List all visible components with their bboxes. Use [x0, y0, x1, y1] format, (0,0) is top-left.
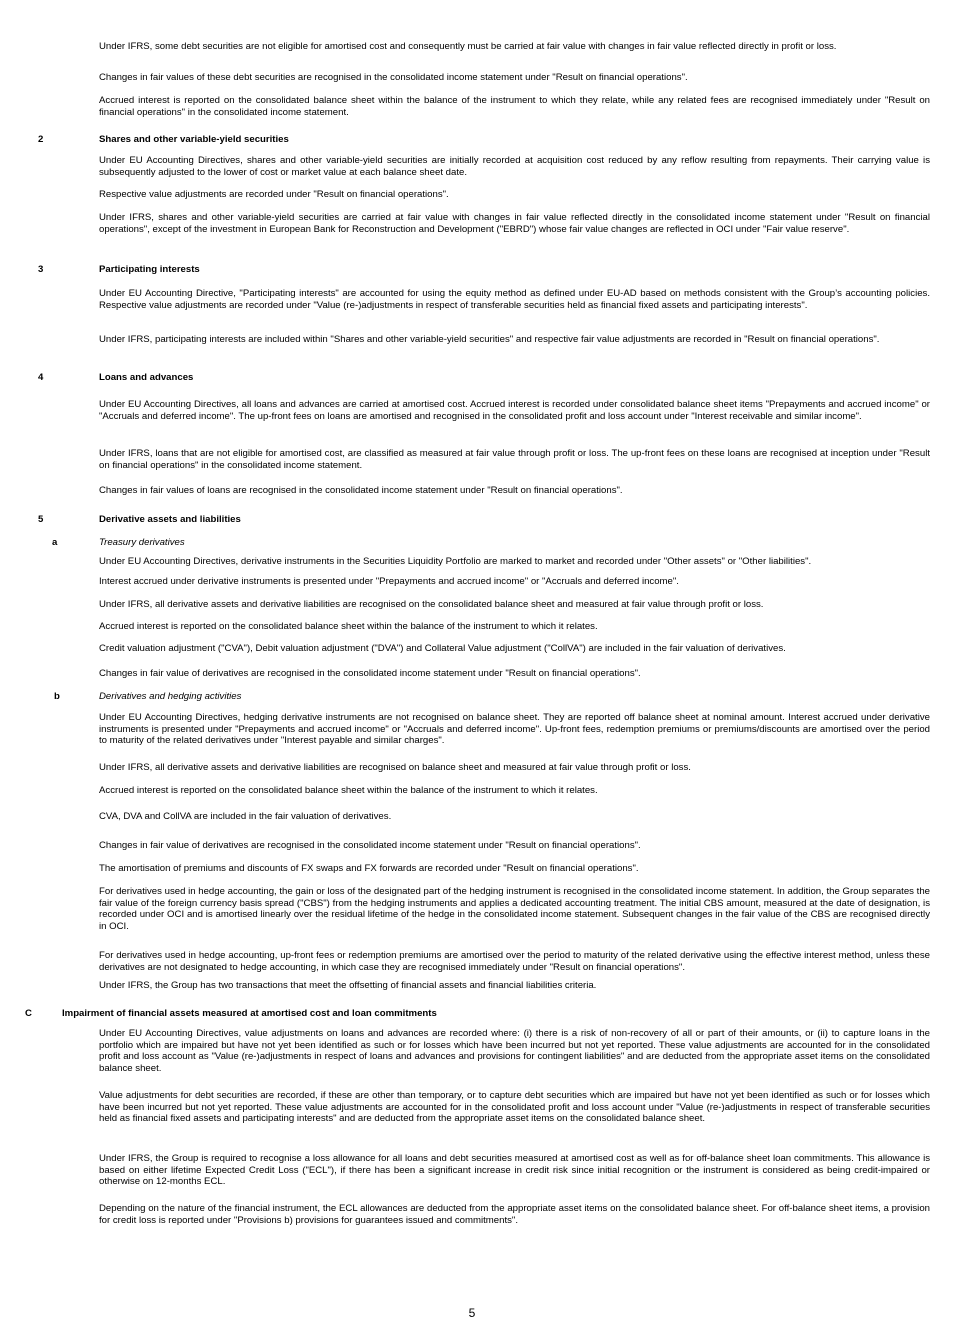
- paragraph: Under EU Accounting Directive, "Participating interests" are accounted for using the equity method as defined under EU-AD based on methods consistent with the Group’s accounting policies. Respective value adjustments are recorded under "Value (re-)adjustments in respect of transferable securities held as financial fixed assets and participating interests".: [99, 288, 930, 311]
- paragraph: Changes in fair values of these debt securities are recognised in the consolidated income statement under "Result on financial operations".: [99, 72, 688, 83]
- paragraph: For derivatives used in hedge accounting, up-front fees or redemption premiums are amortised over the period to maturity of the related derivative using the effective interest method, unless these derivatives are not designated to hedge accounting, in which case they are recognised immediately under "Result on financial operations".: [99, 950, 930, 973]
- subsection-letter: a: [52, 537, 58, 548]
- paragraph: Under EU Accounting Directives, hedging derivative instruments are not recognised on balance sheet. They are reported off balance sheet at nominal amount. Interest accrued under derivative instruments is presented under "Prepayments and accrued income" or "Accruals and deferred income". Up-front fees, redemption premiums or premiums/discounts are amortised over the period to maturity of the related derivatives under "Interest payable and similar charges".: [99, 712, 930, 747]
- section-number: 2: [38, 134, 44, 145]
- section-heading: Impairment of financial assets measured at amortised cost and loan commitments: [62, 1008, 437, 1019]
- paragraph: Under EU Accounting Directives, shares and other variable-yield securities are initially recorded at acquisition cost reduced by any reflow resulting from repayments. Their carrying value is subsequently adjusted to the lower of cost or market value at each balance sheet date.: [99, 155, 930, 178]
- paragraph: Accrued interest is reported on the consolidated balance sheet within the balance of the instrument to which it relates.: [99, 621, 598, 632]
- paragraph: Credit valuation adjustment ("CVA"), Debit valuation adjustment ("DVA") and Collateral Value adjustment ("CollVA") are included in the fair valuation of derivatives.: [99, 643, 786, 654]
- paragraph: Changes in fair values of loans are recognised in the consolidated income statement under "Result on financial operations".: [99, 485, 623, 496]
- paragraph: Under IFRS, loans that are not eligible for amortised cost, are classified as measured at fair value through profit or loss. The up-front fees on these loans are recognised at inception under "Result on financial operations" in the consolidated income statement.: [99, 448, 930, 471]
- subsection-letter: b: [54, 691, 60, 702]
- subsection-heading: Treasury derivatives: [99, 537, 185, 548]
- paragraph: Under IFRS, all derivative assets and derivative liabilities are recognised on balance sheet and measured at fair value through profit or loss.: [99, 762, 691, 773]
- section-heading: Participating interests: [99, 264, 200, 275]
- section-heading: Loans and advances: [99, 372, 194, 383]
- paragraph: Under EU Accounting Directives, derivative instruments in the Securities Liquidity Portfolio are marked to market and recorded under "Other assets" or "Other liabilities".: [99, 556, 812, 567]
- section-heading: Derivative assets and liabilities: [99, 514, 241, 525]
- paragraph: For derivatives used in hedge accounting, the gain or loss of the designated part of the hedging instrument is recognised in the consolidated income statement. In addition, the Group separates the fair value of the foreign currency basis spread ("CBS") from the hedging instruments and applies a dedicated accounting treatment. The initial CBS amount, measured at the date of designation, is recorded under OCI and is amortised linearly over the residual lifetime of the hedge in the consolidated income statement. Subsequent changes in the fair value of the CBS are recognised directly in OCI.: [99, 886, 930, 932]
- subsection-heading: Derivatives and hedging activities: [99, 691, 242, 702]
- paragraph: Accrued interest is reported on the consolidated balance sheet within the balance of the instrument to which they relate, while any related fees are recognised immediately under "Result on financial operations" in the consolidated income statement.: [99, 95, 930, 118]
- paragraph: Under EU Accounting Directives, all loans and advances are carried at amortised cost. Accrued interest is recorded under consolidated balance sheet items "Prepayments and accrued income" or "Accruals and deferred income". The up-front fees on loans are amortised and recognised in the consolidated profit and loss account under "Interest receivable and similar income".: [99, 399, 930, 422]
- section-number: 3: [38, 264, 44, 275]
- paragraph: Under IFRS, the Group is required to recognise a loss allowance for all loans and debt securities measured at amortised cost as well as for off-balance sheet loan commitments. This allowance is based on either lifetime Expected Credit Loss ("ECL"), if there has been a significant increase in credit risk since initial recognition or the instrument is considered as being credit-impaired or otherwise on 12-months ECL.: [99, 1153, 930, 1188]
- paragraph: Under IFRS, shares and other variable-yield securities are carried at fair value with changes in fair value reflected directly in the consolidated income statement under "Result on financial operations", except of the investment in European Bank for Reconstruction and Development ("EBRD") whose fair value changes are reflected in OCI under "Fair value reserve".: [99, 212, 930, 235]
- paragraph: Under EU Accounting Directives, value adjustments on loans and advances are recorded where: (i) there is a risk of non-recovery of all or part of their amounts, or (ii) to capture loans in the portfolio which are impaired but have not yet been identified as such or for losses which have been incurred but not yet reported. These value adjustments are accounted for in the consolidated profit and loss account as "Value (re-)adjustments in respect of loans and advances and provisions for contingent liabilities" and are deducted from the appropriate asset items on the consolidated balance sheet.: [99, 1028, 930, 1074]
- paragraph: Changes in fair value of derivatives are recognised in the consolidated income statement under "Result on financial operations".: [99, 668, 641, 679]
- page-number: 5: [468, 1306, 476, 1320]
- section-number: 4: [38, 372, 44, 383]
- paragraph: Value adjustments for debt securities are recorded, if these are other than temporary, or to capture debt securities which are impaired but have not yet been identified as such or for losses which have been incurred but not yet reported. These value adjustments are accounted for in the consolidated profit and loss account under "Value (re-)adjustments in respect of transferable securities held as financial fixed assets and participating interests" and are deducted from the appropriate asset items on the consolidated balance sheet.: [99, 1090, 930, 1125]
- section-number: 5: [38, 514, 44, 525]
- paragraph: Changes in fair value of derivatives are recognised in the consolidated income statement under "Result on financial operations".: [99, 840, 641, 851]
- paragraph: Accrued interest is reported on the consolidated balance sheet within the balance of the instrument to which it relates.: [99, 785, 598, 796]
- paragraph: Respective value adjustments are recorded under "Result on financial operations".: [99, 189, 449, 200]
- paragraph: Under IFRS, some debt securities are not eligible for amortised cost and consequently must be carried at fair value with changes in fair value reflected directly in profit or loss.: [99, 41, 837, 52]
- paragraph: The amortisation of premiums and discounts of FX swaps and FX forwards are recorded under "Result on financial operations".: [99, 863, 639, 874]
- section-number: C: [25, 1008, 32, 1019]
- paragraph: Under IFRS, participating interests are included within "Shares and other variable-yield securities" and respective fair value adjustments are recorded in "Result on financial operations".: [99, 334, 880, 345]
- paragraph: Under IFRS, all derivative assets and derivative liabilities are recognised on the consolidated balance sheet and measured at fair value through profit or loss.: [99, 599, 764, 610]
- paragraph: CVA, DVA and CollVA are included in the fair valuation of derivatives.: [99, 811, 392, 822]
- paragraph: Depending on the nature of the financial instrument, the ECL allowances are deducted from the appropriate asset items on the consolidated balance sheet. For off-balance sheet items, a provision for credit loss is reported under "Provisions b) provisions for guarantees issued and commitments".: [99, 1203, 930, 1226]
- paragraph: Interest accrued under derivative instruments is presented under "Prepayments and accrued income" or "Accruals and deferred income".: [99, 576, 679, 587]
- section-heading: Shares and other variable-yield securities: [99, 134, 289, 145]
- paragraph: Under IFRS, the Group has two transactions that meet the offsetting of financial assets and financial liabilities criteria.: [99, 980, 597, 991]
